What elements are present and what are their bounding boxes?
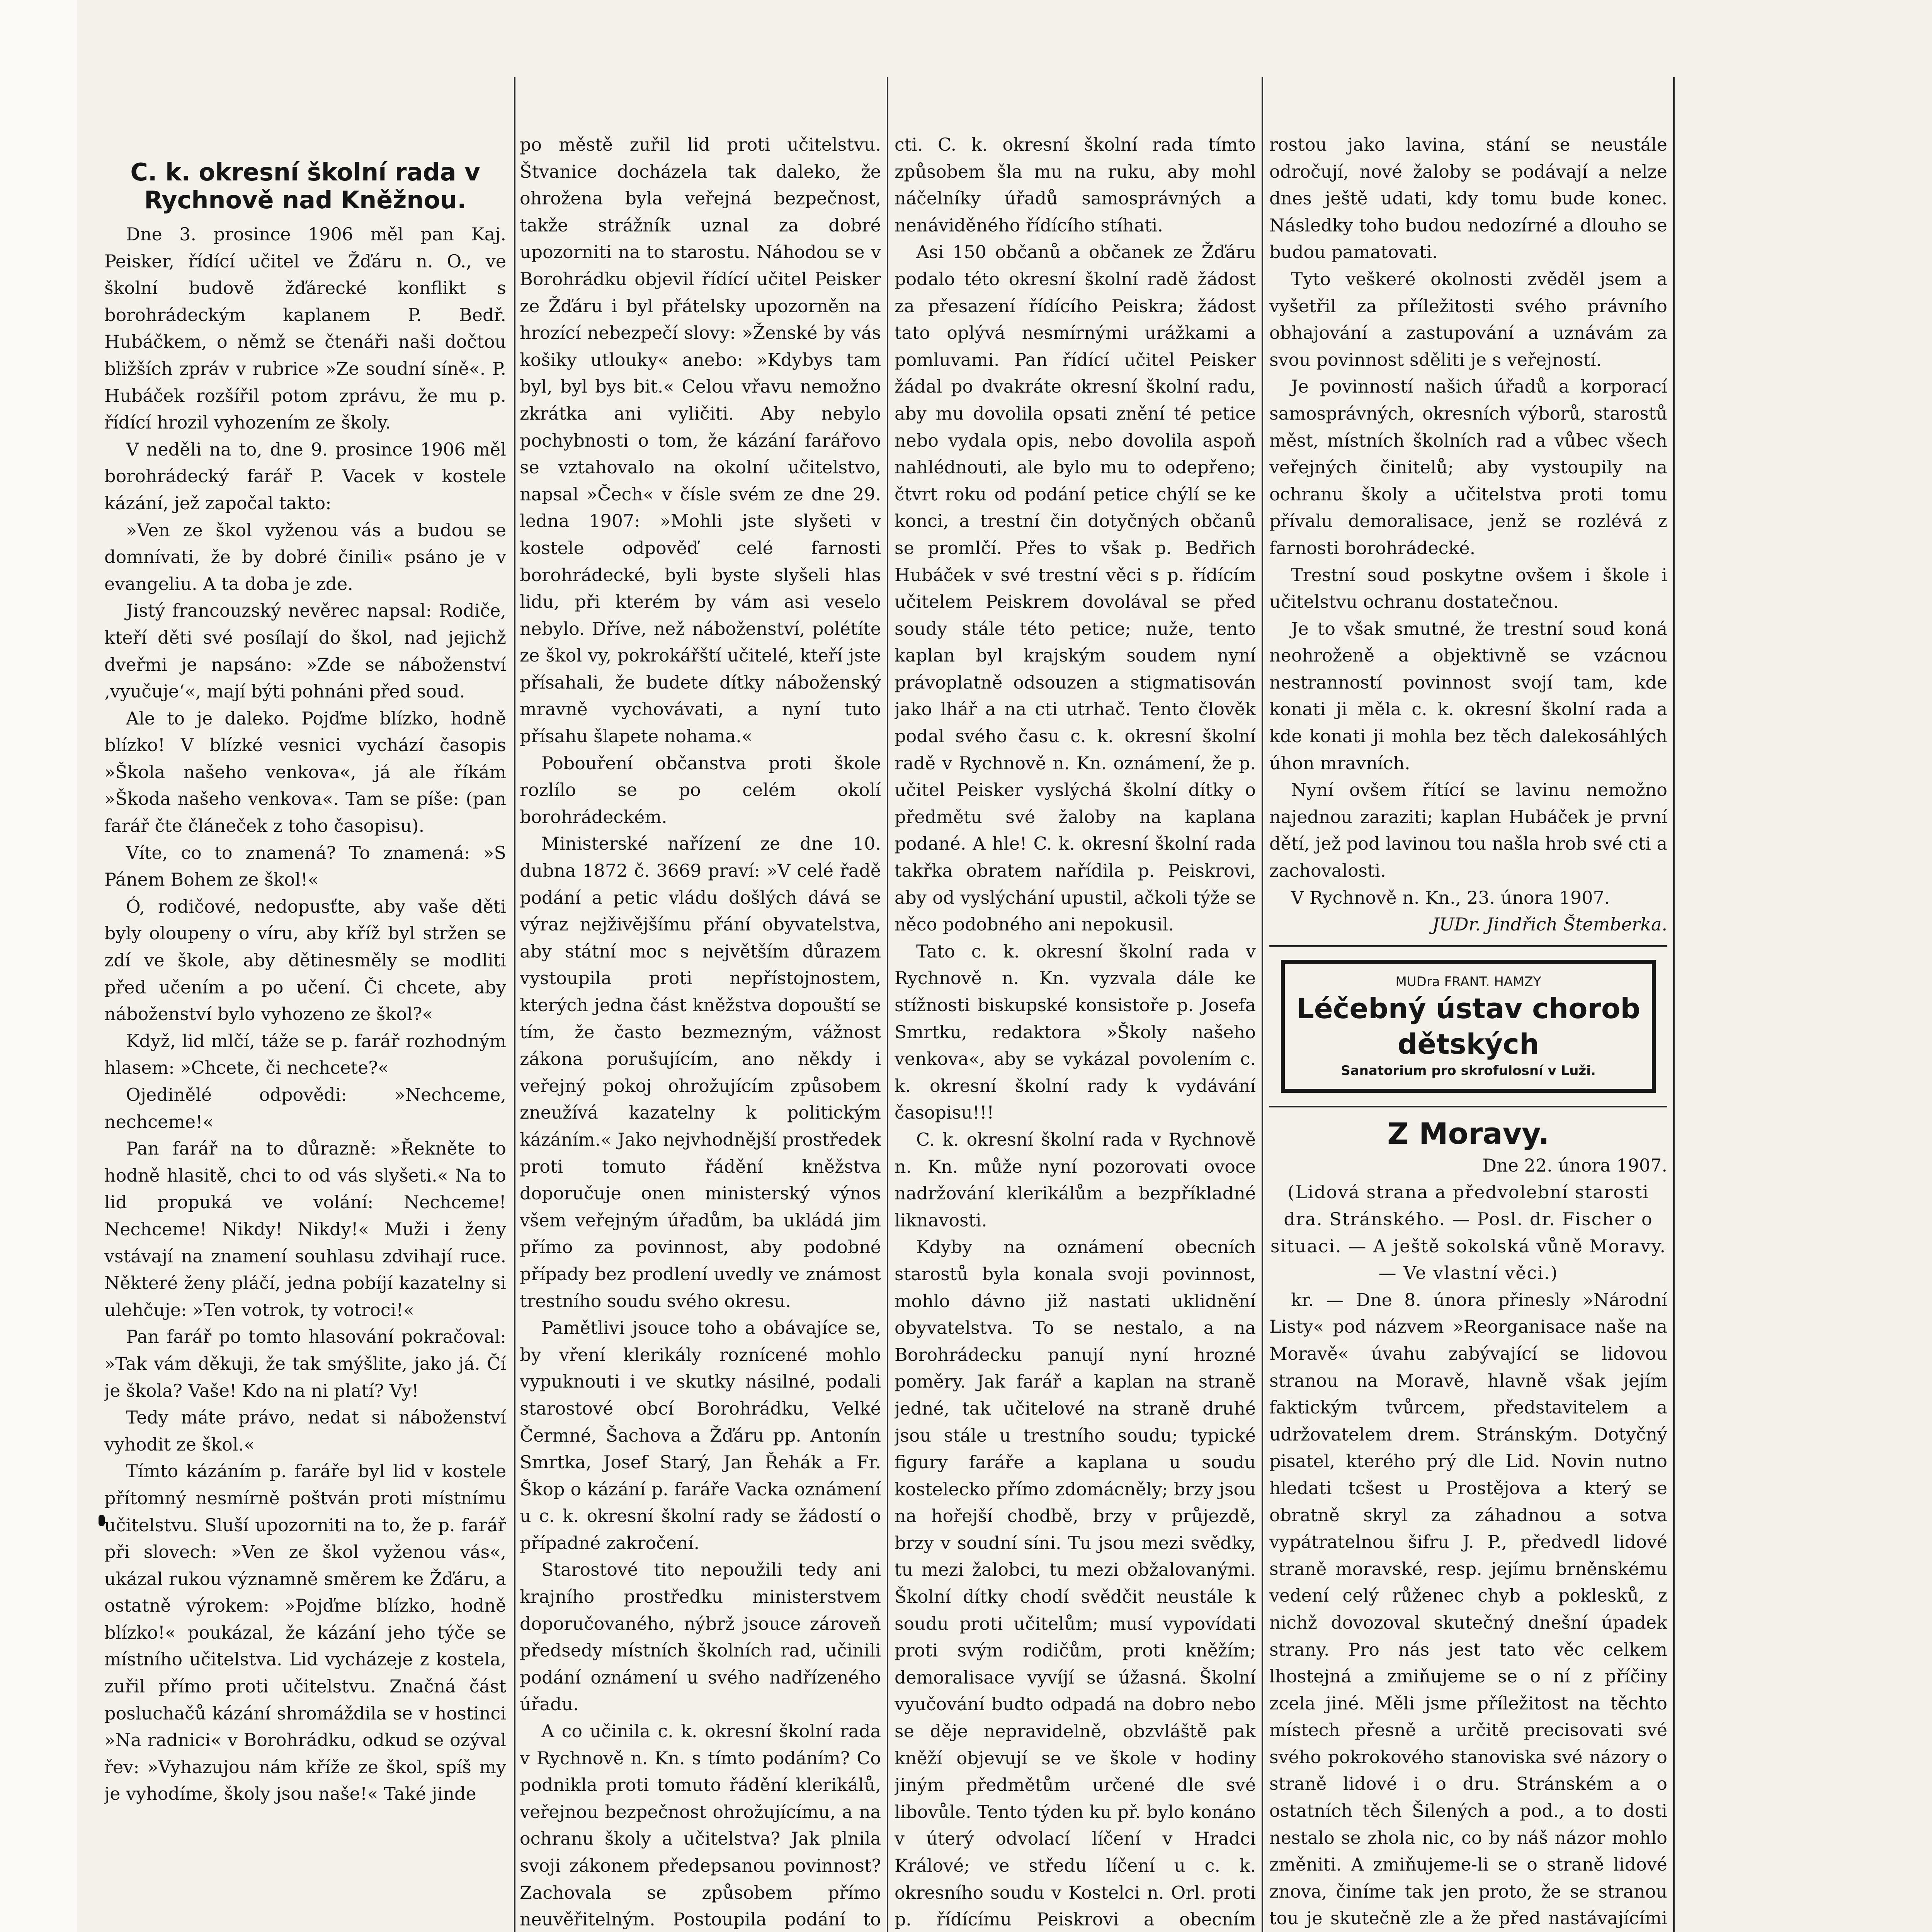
column-rule <box>1262 77 1263 1932</box>
divider <box>1269 945 1667 947</box>
paragraph: C. k. okresní školní rada v Rychnově n. Kn. může nyní pozorovati ovoce nadržování klerikálům a bezpříkladné liknavosti. <box>895 1129 1256 1231</box>
paragraph: Tedy máte právo, nedat si náboženství vyhodit ze škol.« <box>104 1407 506 1455</box>
ad-line-3: Sanatorium pro skrofulosní v Luži. <box>1341 1063 1596 1078</box>
paragraph: Pobouření občanstva proti škole rozlílo se po celém okolí borohrádeckém. <box>520 752 881 827</box>
article-column-1 <box>104 128 506 1932</box>
paragraph: kr. — Dne 8. února přinesly »Národní Listy« pod názvem »Reorganisace naše na Moravě« úvahu zabývající se lidovou stranou na Moravě, hlavně však jejím faktickým tvůrcem, představitelem a udržovatelem drem. Stránským. Dotyčný pisatel, kterého prý dle Lid. Novin nutno hledati tcšest u Prostějova a který se obratně skryl za záhadnou a sotva vypátratelnou šifru J. P., předvedl lidové straně moravské, resp. jejímu brněnskému vedení celý růženec chyb a poklesků, z nichž dovozoval skutečný dnešní úpadek strany. Pro nás jest tato věc celkem lhostejná a zmiňujeme se o ní z příčiny zcela jiné. Měli jsme příležitost na těchto místech přesně a určitě precisovati své svého pokrokového stanoviska své názory o straně lidové i o dru. Stránském a o ostatních těch Šilených a pod., a to dosti nestalo se zhola nic, co by náš názor mohlo změniti. A zmiňujeme-li se o straně lidové znova, činíme tak jen proto, že se stranou tou je skutečně zle a že před nastávajícími <box>1269 1289 1667 1929</box>
section-subtitle: (Lidová strana a předvolební starosti dra. Stránského. — Posl. dr. Fischer o situaci. — A ještě sokolská vůně Moravy. — Ve vlastní věci.) <box>1270 1182 1667 1284</box>
paragraph: Pamětlivi jsouce toho a obávajíce se, by vření klerikály roznícené mohlo vypuknouti i ve skutky násilné, podali starostové obcí Borohrádku, Velké Čermné, Šachova a Žďáru pp. Antonín Smrtka, Josef Starý, Jan Řehák a Fr. Škop o kázání p. faráře Vacka oznámení u c. k. okresní školní rady se žádostí o případné zakročení. <box>520 1317 881 1553</box>
paragraph: Kdyby na oznámení obecních starostů byla konala svoji povinnost, mohlo dávno již nastati uklidnění obyvatelstva. To se nestalo, a na Borohrádecku panují nyní hrozné poměry. Jak farář a kaplan na straně jedné, tak učitelové na straně druhé jsou stále u trestního soudu; typické figury faráře a kaplana u soudu kostelecko přímo zdomácněly; brzy jsou na hořejší chodbě, brzy v průjezdě, brzy v soudní síni. Tu jsou mezi svědky, tu mezi žalobci, tu mezi obžalovanými. Školní dítky chodí svědčit neustále k soudu proti učitelům; musí vypovídati proti svým rodičům, proti kněžím; demoralisace vyvíjí se úžasná. Školní vyučování budto odpadá na dobro nebo se děje nepravidelně, obzvláště pak kněží objevují se ve škole v hodiny jiným předmětům určené dle své libovůle. Tento týden ku př. bylo konáno v úterý odvolací líčení v Hradci Králové; ve středu líčení u c. k. okresního soudu v Kostelci n. Orl. proti p. řídícímu Peiskrovi a obecním <box>895 1236 1256 1930</box>
paragraph: Víte, co to znamená? To znamená: »S Pánem Bohem ze škol!« <box>104 842 506 890</box>
divider <box>1269 1106 1667 1107</box>
paragraph: Ojedinělé odpovědi: »Nechceme, nechceme!« <box>104 1084 506 1132</box>
paragraph: Jistý francouzský nevěrec napsal: Rodiče, kteří děti své posílají do škol, nad jejichž dveřmi je napsáno: »Zde se náboženství ‚vyučuje‘«, mají býti pohnáni před soud. <box>104 600 506 702</box>
article-column-4 <box>1269 131 1667 1932</box>
paragraph: Když, lid mlčí, táže se p. farář rozhodným hlasem: »Chcete, či nechcete?« <box>104 1030 506 1078</box>
paragraph: Trestní soud poskytne ovšem i škole i učitelstvu ochranu dostatečnou. <box>1269 564 1667 612</box>
paragraph: Starostové tito nepoužili tedy ani krajního prostředku ministerstvem doporučovaného, nýbrž jsouce zároveň předsedy místních školních rad, učinili podání oznámení u svého nadřízeného úřadu. <box>520 1559 881 1715</box>
advertisement-box <box>1281 960 1656 1093</box>
signature: JUDr. Jindřich Štemberka. <box>1432 914 1667 935</box>
ad-line-1: MUDra FRANT. HAMZY <box>1395 974 1541 990</box>
ad-line-2: Léčebný ústav chorob dětských <box>1296 992 1641 1060</box>
paragraph: Tyto veškeré okolnosti zvěděl jsem a vyšetřil za příležitosti svého právního obhajování a zastupování a uznávám za svou povinnost sděliti je s veřejností. <box>1269 268 1667 370</box>
article-column-2 <box>520 131 881 1932</box>
paragraph: Ministerské nařízení ze dne 10. dubna 1872 č. 3669 praví: »V celé řadě podání a petic vládu došlých dává se výraz nejživějšímu přání obyvatelstva, aby státní moc s největším důrazem vystoupila proti nepřístojnostem, kterých jedna část kněžstva dopouští se tím, že často bezmezným, vážnost zákona porušujícím, ano někdy i veřejný pokoj ohrožujícím způsobem zneužívá kazatelny k politickým kázáním.« Jako nejvhodnější prostředek proti tomuto řádění kněžstva doporučuje onen ministerský výnos všem veřejným úřadům, ba ukládá jim přímo za povinnost, aby podobné případy bez prodlení uvedly ve známost trestního soudu svého okresu. <box>520 833 881 1311</box>
column-rule <box>514 77 515 1932</box>
paragraph: Ale to je daleko. Pojďme blízko, hodně blízko! V blízké vesnici vychází časopis »Škola našeho venkova«, já ale říkám »Škoda našeho venkova«. Tam se píše: (pan farář čte článeček z toho časopisu). <box>104 707 506 837</box>
paragraph: cti. C. k. okresní školní rada tímto způsobem šla mu na ruku, aby mohl náčelníky úřadů samosprávných a nenáviděného řídícího stíhati. <box>895 134 1256 236</box>
paragraph: Nyní ovšem řítící se lavinu nemožno najednou zaraziti; kaplan Hubáček je první dětí, jež pod lavinou tou našla hrob své cti a zachovalosti. <box>1269 779 1667 881</box>
paragraph: V neděli na to, dne 9. prosince 1906 měl borohrádecký farář P. Vacek v kostele kázání, jež započal takto: <box>104 439 506 514</box>
article-body <box>104 221 506 1808</box>
column-rule <box>1673 77 1675 1932</box>
paragraph: Tímto kázáním p. faráře byl lid v kostele přítomný nesmírně poštván proti místnímu učitelstvu. Sluší upozorniti na to, že p. farář při slovech: »Ven ze škol vyženou vás«, ukázal rukou významně směrem ke Žďáru, a ostatně výrokem: »Pojďme blízko, hodně blízko!« poukázal, že kázání jeho týče se místního učitelstva. Lid vycházeje z kostela, zuřil přímo proti učitelstvu. Značná část posluchačů kázání shromáždila se v hostinci »Na radnici« v Borohrádku, odkud se ozýval řev: »Vyhazujou nám kříže ze škol, spíš my je vyhodíme, školy jsou naše!« Také jinde <box>104 1461 506 1804</box>
column-rule <box>887 77 888 1932</box>
paragraph: Ó, rodičové, nedopusťte, aby vaše děti byly oloupeny o víru, aby kříž byl stržen se zdí ve škole, aby dětinesměly se modliti před učením a po učení. Či chcete, aby náboženství bylo vyhozeno ze škol?« <box>104 896 506 1025</box>
paragraph: rostou jako lavina, stání se neustále odročují, nové žaloby se podávají a nelze dnes ještě udati, kdy tomu bude konec. Následky toho budou nedozírné a dlouho se budou pamatovati. <box>1269 134 1667 263</box>
paragraph: »Ven ze škol vyženou vás a budou se domnívati, že by dobré činili« psáno je v evangeliu. A ta doba je zde. <box>104 519 506 594</box>
place-date: V Rychnově n. Kn., 23. února 1907. <box>1291 887 1610 908</box>
article-headline: C. k. okresní školní rada v Rychnově nad Kněžnou. <box>130 158 480 214</box>
margin-mark <box>99 1515 105 1526</box>
paragraph: po městě zuřil lid proti učitelstvu. Štvanice docházela tak daleko, že ohrožena byla veřejná bezpečnost, takže strážník uznal za dobré upozorniti na to starostu. Náhodou se v Borohrádku objevil řídící učitel Peisker ze Žďáru i byl přátelsky upozorněn na hrozící nebezpečí slovy: »Ženské by vás košiky utlouky« anebo: »Kdybys tam byl, byl bys bit.« Celou vřavu nemožno zkrátka ani vyličiti. Aby nebylo pochybnosti o tom, že kázání farářovo se vztahovalo na okolní učitelstvo, napsal »Čech« v čísle svém ze dne 29. ledna 1907: »Mohli jste slyšeti v kostele odpověď celé farnosti borohrádecké, byli byste slyšeli hlas lidu, při kterém by vám asi veselo nebylo. Dříve, než náboženství, polétíte ze škol vy, pokrokářští učitelé, kteří jste přísahali, že budete dítky náboženský mravně vychovávati, a nyní tuto přísahu šlapete nohama.« <box>520 134 881 747</box>
paragraph: Asi 150 občanů a občanek ze Žďáru podalo této okresní školní radě žádost za přesazení řídícího Peiskra; žádost tato oplývá nesmírnými urážkami a pomluvami. Pan řídící učitel Peisker žádal po dvakráte okresní školní radu, aby mu dovolila opsati znění té petice nebo vydala opis, nebo dovolila aspoň nahlédnouti, ale bylo mu to odepřeno; čtvrt roku od podání petice chýlí se ke konci, a trestní čin dotyčných občanů se promlčí. Přes to však p. Bedřich Hubáček v své trestní věci s p. řídícím učitelem Peiskrem dovolával se před soudy stále této petice; nuže, tento kaplan byl krajským soudem nyní právoplatně odsouzen a stigmatisován jako lhář a na cti utrhač. Tento člověk podal svého času c. k. okresní školní radě v Rychnově n. Kn. oznámení, že p. učitel Peisker vyslýchá školní dítky o předmětu své žaloby na kaplana podané. A hle! C. k. okresní školní rada takřka obratem nařídila p. Peiskrovi, aby od vyslýchání upustil, ačkoli týže se něco podobného ani nepokusil. <box>895 242 1256 935</box>
left-margin <box>0 0 77 1932</box>
paragraph: Pan farář po tomto hlasování pokračoval: »Tak vám děkuji, že tak smýšlite, jako já. Čí je škola? Vaše! Kdo na ni platí? Vy! <box>104 1326 506 1401</box>
paragraph: Dne 3. prosince 1906 měl pan Kaj. Peisker, řídící učitel ve Žďáru n. O., ve školní budově žďárecké konflikt s borohrádeckým kaplanem P. Bedř. Hubáčkem, o němž se čtenáři naši dočtou bližších zpráv v rubrice »Ze soudní síně«. P. Hubáček rozšířil potom zprávu, že mu p. řídící hrozil vyhozením ze školy. <box>104 224 506 433</box>
section-date: Dne 22. února 1907. <box>1482 1155 1667 1176</box>
paragraph: A co učinila c. k. okresní školní rada v Rychnově n. Kn. s tímto podáním? Co podnikla proti tomuto řádění klerikálů, veřejnou bezpečnost ohrožujícímu, a na ochranu školy a učitelstva? Jak plnila svoji zákonem předepsanou povinnost? Zachovala se způsobem přímo neuvěřitelným. Postoupila podání to <box>520 1721 881 1930</box>
paragraph: Pan farář na to důrazně: »Řekněte to hodně hlasitě, chci to od vás slyšeti.« Na to lid propuká ve volání: Nechceme! Nechceme! Nikdy! Nikdy!« Muži i ženy vstávají na znamení souhlasu zdvihají ruce. Některé ženy pláčí, jedna pobíjí kazatelny si ulehčuje: »Ten votrok, ty votroci!« <box>104 1138 506 1320</box>
paragraph: Je to však smutné, že trestní soud koná neohroženě a objektivně se vzácnou nestranností povinnost svojí tam, kde konati ji měla c. k. okresní školní rada a kde konati ji mohla bez těch dalekosáhlých úhon mravních. <box>1269 618 1667 774</box>
article-column-3 <box>895 131 1256 1932</box>
section-title: Z Moravy. <box>1387 1116 1549 1151</box>
paragraph: Tato c. k. okresní školní rada v Rychnově n. Kn. vyzvala dále ke stížnosti biskupské konsistoře p. Josefa Smrtku, redaktora »Školy našeho venkova«, aby se vykázal povolením c. k. okresní školní rady k vydávání časopisu!!! <box>895 940 1256 1123</box>
paragraph: Je povinností našich úřadů a korporací samosprávných, okresních výborů, starostů měst, místních školních rad a vůbec všech veřejných činitelů; aby vystoupily na ochranu školy a učitelstva proti tomu přívalu demoralisace, jenž se rozlévá z farnosti borohrádecké. <box>1269 376 1667 558</box>
